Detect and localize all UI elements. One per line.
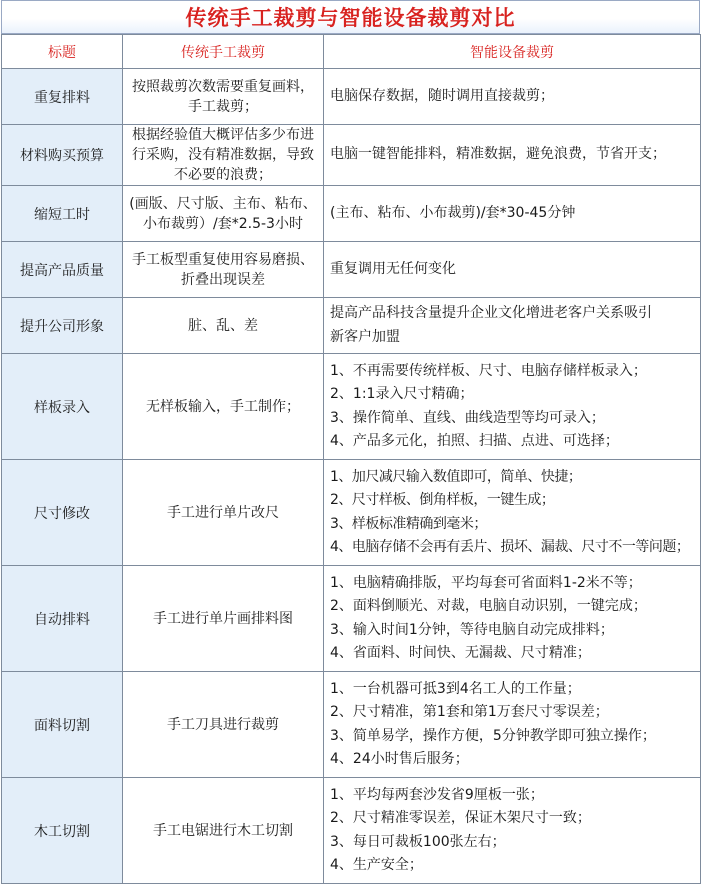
smart-line: 4、产品多元化，拍照、扫描、点进、可选择； (330, 433, 619, 449)
smart-line: 3、样板标准精确到毫米； (330, 515, 487, 532)
smart-cell (324, 778, 701, 884)
smart-cell (324, 298, 701, 354)
smart-cell (324, 354, 701, 460)
smart-line: 4、24小时售后服务； (330, 751, 469, 767)
header-smart: 智能设备裁剪 (324, 35, 701, 69)
traditional-cell: 按照裁剪次数需要重复画料，手工裁剪； (123, 69, 324, 125)
header-title: 标题 (2, 35, 123, 69)
title-bar (1, 0, 700, 34)
smart-cell (324, 672, 701, 778)
traditional-cell: 手工电锯进行木工切割 (123, 778, 324, 884)
smart-line: 新客户加盟 (330, 328, 400, 345)
table-row (2, 298, 701, 354)
smart-line: 3、每日可裁板100张左右； (330, 833, 506, 850)
smart-line: 2、尺寸精准零误差，保证木架尺寸一致； (330, 810, 591, 826)
row-label: 缩短工时 (2, 186, 123, 242)
smart-line: 电脑保存数据，随时调用直接裁剪； (330, 87, 554, 104)
traditional-cell: 手工进行单片画排料图 (123, 566, 324, 672)
row-label: 样板录入 (2, 354, 123, 460)
table-row (2, 242, 701, 298)
smart-cell (324, 186, 701, 242)
row-label: 面料切割 (2, 672, 123, 778)
table-row (2, 125, 701, 186)
traditional-cell: (画版、尺寸版、主布、粘布、小布裁剪）/套*2.5-3小时 (123, 186, 324, 242)
smart-line: 3、输入时间1分钟，等待电脑自动完成排料； (330, 621, 614, 638)
smart-line: (主布、粘布、小布裁剪)/套*30-45分钟 (330, 204, 576, 221)
smart-line: 4、生产安全； (330, 857, 423, 873)
table-row (2, 186, 701, 242)
traditional-cell: 根据经验值大概评估多少布进行采购，没有精准数据，导致不必要的浪费； (123, 125, 324, 186)
header-traditional: 传统手工裁剪 (123, 35, 324, 69)
row-label: 提升公司形象 (2, 298, 123, 354)
smart-line: 1、不再需要传统样板、尺寸、电脑存储样板录入； (330, 362, 647, 379)
smart-cell (324, 242, 701, 298)
traditional-cell: 手工刀具进行裁剪 (123, 672, 324, 778)
smart-line: 1、一台机器可抵3到4名工人的工作量； (330, 680, 581, 697)
smart-line: 3、操作简单、直线、曲线造型等均可录入； (330, 409, 605, 426)
traditional-cell: 手工板型重复使用容易磨损、折叠出现误差 (123, 242, 324, 298)
table-row (2, 778, 701, 884)
smart-line: 2、尺寸精准，第1套和第1万套尺寸零误差； (330, 704, 609, 720)
smart-cell (324, 69, 701, 125)
smart-line: 1、平均每两套沙发省9厘板一张； (330, 786, 544, 803)
table-row (2, 460, 701, 566)
smart-line: 提高产品科技含量提升企业文化增进老客户关系吸引 (330, 305, 652, 321)
smart-line: 3、简单易学，操作方便，5分钟教学即可独立操作； (330, 727, 656, 744)
header-row (2, 35, 701, 69)
smart-line: 4、电脑存储不会再有丢片、损坏、漏裁、尺寸不一等问题； (330, 539, 690, 555)
table-row (2, 354, 701, 460)
row-label: 尺寸修改 (2, 460, 123, 566)
smart-line: 2、尺寸样板、倒角样板，一键生成； (330, 492, 555, 508)
traditional-cell: 脏、乱、差 (123, 298, 324, 354)
page-title: 传统手工裁剪与智能设备裁剪对比 (185, 6, 516, 30)
smart-line: 4、省面料、时间快、无漏裁、尺寸精准； (330, 645, 591, 661)
smart-line: 2、面料倒顺光、对裁，电脑自动识别，一键完成； (330, 598, 647, 614)
smart-cell (324, 566, 701, 672)
table-row (2, 566, 701, 672)
smart-cell (324, 125, 701, 186)
smart-line: 电脑一键智能排料，精准数据，避免浪费，节省开支； (330, 146, 666, 163)
traditional-cell: 手工进行单片改尺 (123, 460, 324, 566)
row-label: 木工切割 (2, 778, 123, 884)
traditional-cell: 无样板输入，手工制作； (123, 354, 324, 460)
row-label: 重复排料 (2, 69, 123, 125)
table-row (2, 672, 701, 778)
comparison-table (1, 34, 701, 884)
row-label: 提高产品质量 (2, 242, 123, 298)
smart-cell (324, 460, 701, 566)
table-row (2, 69, 701, 125)
smart-line: 1、电脑精确排版，平均每套可省面料1-2米不等； (330, 574, 642, 591)
row-label: 自动排料 (2, 566, 123, 672)
smart-line: 2、1:1录入尺寸精确； (330, 386, 474, 402)
smart-line: 重复调用无任何变化 (330, 260, 456, 277)
smart-line: 1、加尺减尺输入数值即可，简单、快捷； (330, 468, 582, 485)
row-label: 材料购买预算 (2, 125, 123, 186)
